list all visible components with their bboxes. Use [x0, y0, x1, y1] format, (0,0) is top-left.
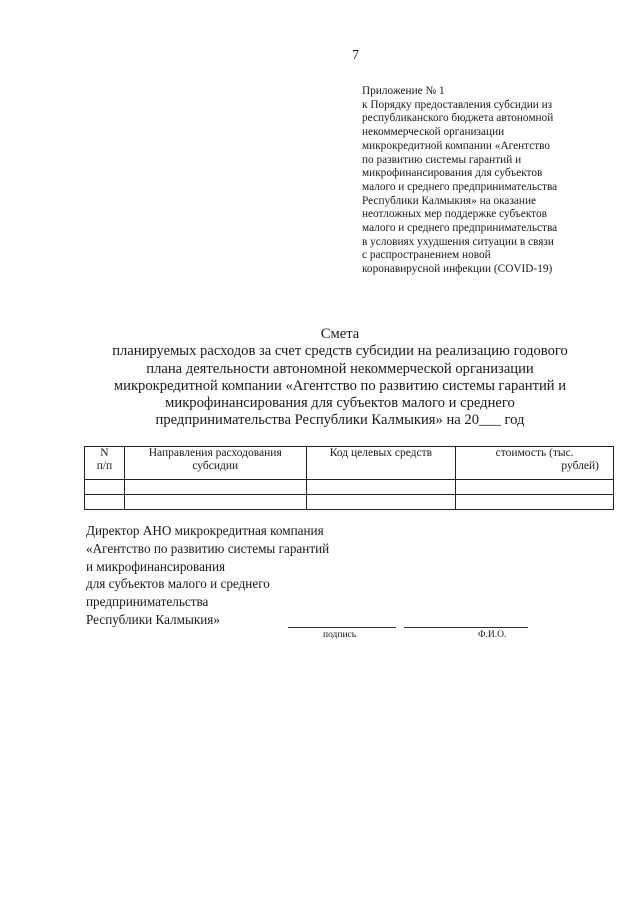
table-cell — [306, 480, 456, 495]
appendix-line: малого и среднего предпринимательства — [362, 222, 558, 235]
header-code — [306, 447, 456, 480]
appendix-line: микрокредитной компании «Агентство — [362, 139, 551, 152]
header-cost-line1: стоимость (тыс. — [495, 447, 574, 459]
appendix-line: микрофинансирования для субъектов — [362, 167, 543, 180]
header-direction-line1: Направления расходования — [148, 447, 282, 459]
signature-block — [86, 522, 329, 629]
appendix-line: с распространением новой — [362, 249, 491, 262]
heading-line: плана деятельности автономной некоммерческой организации — [146, 360, 534, 377]
table-cell — [124, 480, 306, 495]
header-code-line1: Код целевых средств — [329, 447, 433, 459]
name-caption: Ф.И.О. — [478, 630, 507, 640]
heading-line: планируемых расходов за счет средств субсидии на реализацию годового — [112, 343, 568, 360]
appendix-line: по развитию системы гарантий и — [362, 153, 522, 166]
heading-line: предпринимательства Республики Калмыкия» на 20___ год — [155, 412, 525, 429]
appendix-line: некоммерческой организации — [362, 126, 505, 139]
signature-caption: подпись — [323, 630, 357, 640]
signature-line: «Агентство по развитию системы гарантий — [86, 540, 330, 556]
appendix-line: в условиях ухудшения ситуации в связи — [362, 235, 554, 248]
header-number-line2: п/п — [96, 460, 113, 472]
table-header-row — [85, 447, 614, 480]
table-cell — [306, 495, 456, 510]
signature-line: и микрофинансирования — [86, 558, 226, 574]
table-row — [85, 480, 614, 495]
appendix-line: неотложных мер поддержке субъектов — [362, 208, 547, 221]
heading-line: микрокредитной компании «Агентство по развитию системы гарантий и — [113, 377, 567, 394]
appendix-line: Приложение № 1 — [362, 85, 445, 97]
header-number-line1: N — [100, 447, 109, 459]
table-cell — [85, 480, 125, 495]
appendix-line: республиканского бюджета автономной — [362, 112, 554, 125]
signature-line: Республики Калмыкия» — [86, 611, 220, 627]
header-cost-line2: рублей) — [561, 460, 599, 472]
table-cell — [456, 495, 614, 510]
signature-line: для субъектов малого и среднего — [86, 576, 270, 592]
table-cell — [85, 495, 125, 510]
header-cost — [456, 447, 614, 480]
appendix-line: Республики Калмыкия» на оказание — [362, 194, 537, 207]
table-cell — [124, 495, 306, 510]
estimate-table — [84, 446, 614, 510]
heading-title: Смета — [320, 326, 360, 342]
appendix-line: коронавирусной инфекции (COVID-19) — [362, 263, 553, 276]
table-cell — [456, 480, 614, 495]
table-row — [85, 495, 614, 510]
header-direction — [124, 447, 306, 480]
appendix-block — [362, 85, 612, 277]
signature-underline — [288, 627, 396, 628]
signature-line: предпринимательства — [86, 594, 209, 610]
header-number — [85, 447, 125, 480]
appendix-line: малого и среднего предпринимательства — [362, 180, 558, 193]
page-number: 7 — [352, 48, 359, 63]
heading-line: микрофинансирования для субъектов малого и среднего — [165, 395, 515, 412]
signature-line: Директор АНО микрокредитная компания — [86, 523, 324, 538]
appendix-line: к Порядку предоставления субсидии из — [362, 98, 553, 111]
name-underline — [404, 627, 528, 628]
header-direction-line2: субсидии — [192, 460, 239, 472]
document-heading — [70, 326, 610, 430]
